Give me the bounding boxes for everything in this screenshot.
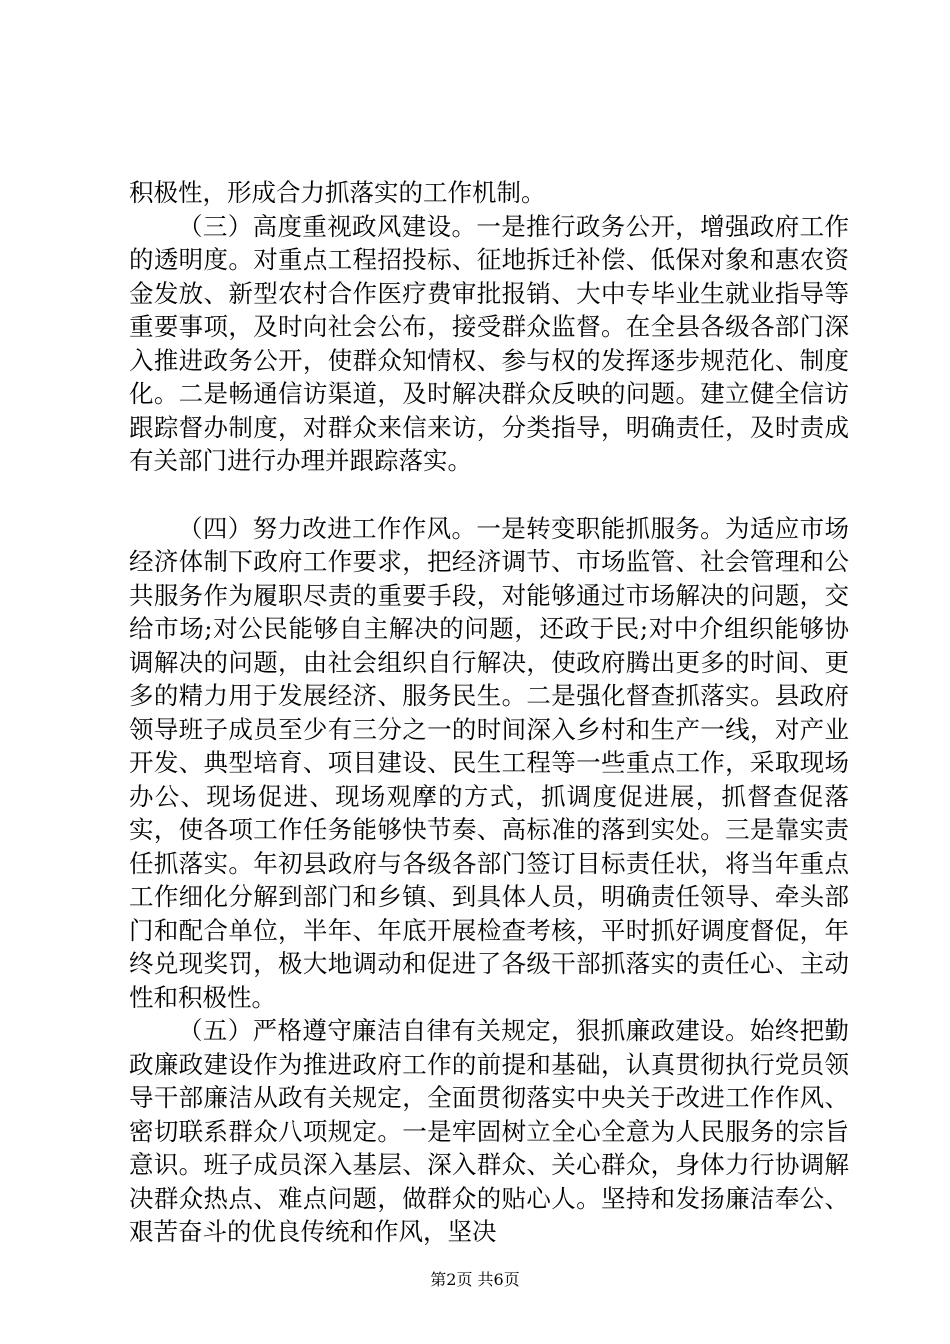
paragraph-section-4: （四）努力改进工作作风。一是转变职能抓服务。为适应市场经济体制下政府工作要求，把经济调节、市场监管、社会管理和公共服务作为履职尽责的重要手段，对能够通过市场解决的问题，交给市场;对公民能够自主解决的问题，还政于民;对中介组织能够协调解决的问题，由社会组织自行解决，使政府腾出更多的时间、更多的精力用于发展经济、服务民生。二是强化督查抓落实。县政府领导班子成员至少有三分之一的时间深入乡村和生产一线，对产业开发、典型培育、项目建设、民生工程等一些重点工作，采取现场办公、现场促进、现场观摩的方式，抓调度促进展，抓督查促落实，使各项工作任务能够快节奏、高标准的落到实处。三是靠实责任抓落实。年初县政府与各级各部门签订目标责任状，将当年重点工作细化分解到部门和乡镇、到具体人员，明确责任领导、牵头部门和配合单位，半年、年底开展检查考核，平时抓好调度督促，年终兑现奖罚，极大地调动和促进了各级干部抓落实的责任心、主动性和积极性。 — [129, 513, 849, 1012]
page-number-footer: 第2页 共6页 — [430, 1270, 520, 1289]
paragraph-section-5: （五）严格遵守廉洁自律有关规定，狠抓廉政建设。始终把勤政廉政建设作为推进政府工作的前提和基础，认真贯彻执行党员领导干部廉洁从政有关规定，全面贯彻落实中央关于改进工作作风、密切联系群众八项规定。一是牢固树立全心全意为人民服务的宗旨意识。班子成员深入基层、深入群众、关心群众，身体力行协调解决群众热点、难点问题，做群众的贴心人。坚持和发扬廉洁奉公、艰苦奋斗的优良传统和作风，坚决 — [129, 1016, 849, 1246]
paragraph-gap — [129, 478, 849, 512]
document-body — [129, 176, 849, 1249]
paragraph-continuation: 积极性，形成合力抓落实的工作机制。 — [129, 178, 546, 207]
paragraph-section-3: （三）高度重视政风建设。一是推行政务公开，增强政府工作的透明度。对重点工程招投标、征地拆迁补偿、低保对象和惠农资金发放、新型农村合作医疗费审批报销、大中专毕业生就业指导等重要事项，及时向社会公布，接受群众监督。在全县各级各部门深入推进政务公开，使群众知情权、参与权的发挥逐步规范化、制度化。二是畅通信访渠道，及时解决群众反映的问题。建立健全信访跟踪督办制度，对群众来信来访，分类指导，明确责任，及时责成有关部门进行办理并跟踪落实。 — [129, 211, 849, 475]
